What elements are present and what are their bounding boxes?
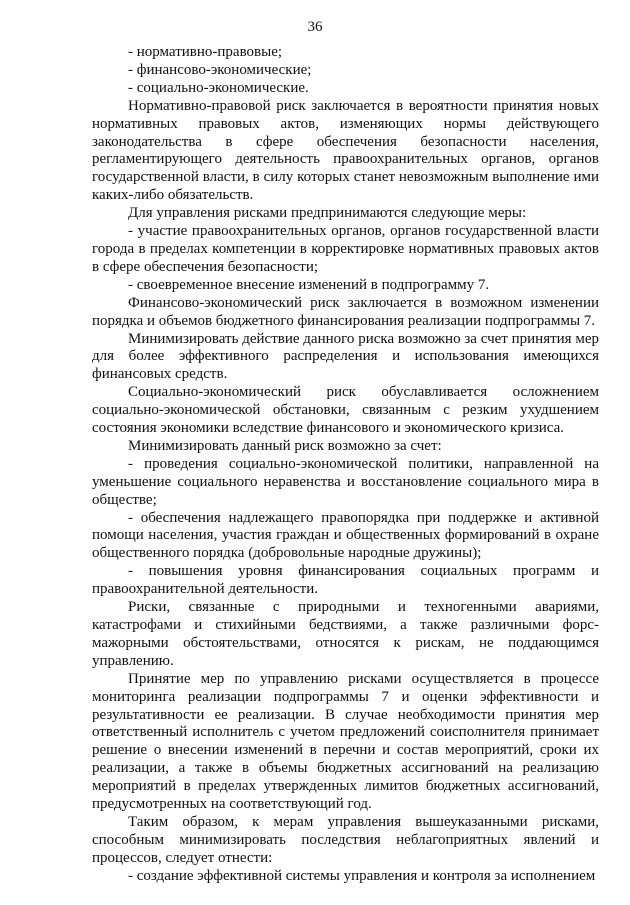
list-item-measure-participation: - участие правоохранительных органов, органов государственной власти города в пределах компетенции в корректировке нормативных правовых актов в сфере обеспечения безопасности; [92, 223, 599, 275]
list-item-funding: - повышения уровня финансирования социальных программ и правоохранительной деятельности. [92, 563, 599, 598]
list-item-financial: - финансово-экономические; [128, 61, 312, 78]
paragraph-social-mitigation-intro: Минимизировать данный риск возможно за счет: [128, 437, 442, 454]
list-item-social: - социально-экономические. [128, 79, 309, 96]
paragraph-financial-risk: Финансово-экономический риск заключается в возможном изменении порядка и объемов бюджетного финансирования реализации подпрограммы 7. [92, 294, 599, 329]
paragraph-financial-mitigation: Минимизировать действие данного риска возможно за счет принятия мер для более эффективного распределения и использования имеющихся финансовых средств. [92, 330, 599, 383]
list-item-control-system: - создание эффективной системы управления и контроля за исполнением [128, 867, 596, 884]
paragraph-legal-risk: Нормативно-правовой риск заключается в вероятности принятия новых нормативных правовых актов, изменяющих нормы действующего законодательства в сфере обеспечения безопасности населения, регламентирующего деятельность правоохранительных органов, органов государственной власти, в силу которых станет невозможным выполнение ими каких-либо обязательств. [92, 97, 599, 204]
paragraph-social-risk: Социально-экономический риск обуславливается осложнением социально-экономической обстановки, связанным с резким ухудшением состояния экономики вследствие финансового и экономического кризиса. [92, 384, 599, 437]
list-item-measure-amendments: - своевременное внесение изменений в подпрограмму 7. [128, 276, 490, 293]
paragraph-risk-management: Принятие мер по управлению рисками осуществляется в процессе мониторинга реализации подпрограммы 7 и оценки эффективности и результативности ее реализации. В случае необходимости принятия мер ответственный исполнитель с учетом предложений соисполнителя принимает решение о внесении изменений в перечни и состав мероприятий, сроки их реализации, а также в объемы бюджетных ассигнований на реализацию мероприятий в пределах утвержденных лимитов бюджетных ассигнований, предусмотренных на соответствующий год. [92, 670, 599, 813]
paragraph-natural-risks: Риски, связанные с природными и техногенными авариями, катастрофами и стихийными бедствиями, а также различными форс-мажорными обстоятельствами, относятся к рискам, не поддающимся управлению. [92, 599, 599, 669]
paragraph-conclusion: Таким образом, к мерам управления вышеуказанными рисками, способным минимизировать последствия неблагоприятных явлений и процессов, следует отнести: [92, 813, 599, 866]
paragraph-measures-intro: Для управления рисками предпринимаются следующие меры: [128, 205, 527, 222]
list-item-law-order: - обеспечения надлежащего правопорядка при поддержке и активной помощи населения, участия граждан и общественных формирований в охране общественного порядка (добровольные народные дружины); [92, 509, 599, 562]
page-number: 36 [307, 19, 323, 35]
list-item-social-policy: - проведения социально-экономической политики, направленной на уменьшение социального неравенства и восстановление социального мира в обществе; [92, 455, 599, 508]
list-item-legal: - нормативно-правовые; [128, 44, 283, 60]
document-body [92, 44, 599, 886]
